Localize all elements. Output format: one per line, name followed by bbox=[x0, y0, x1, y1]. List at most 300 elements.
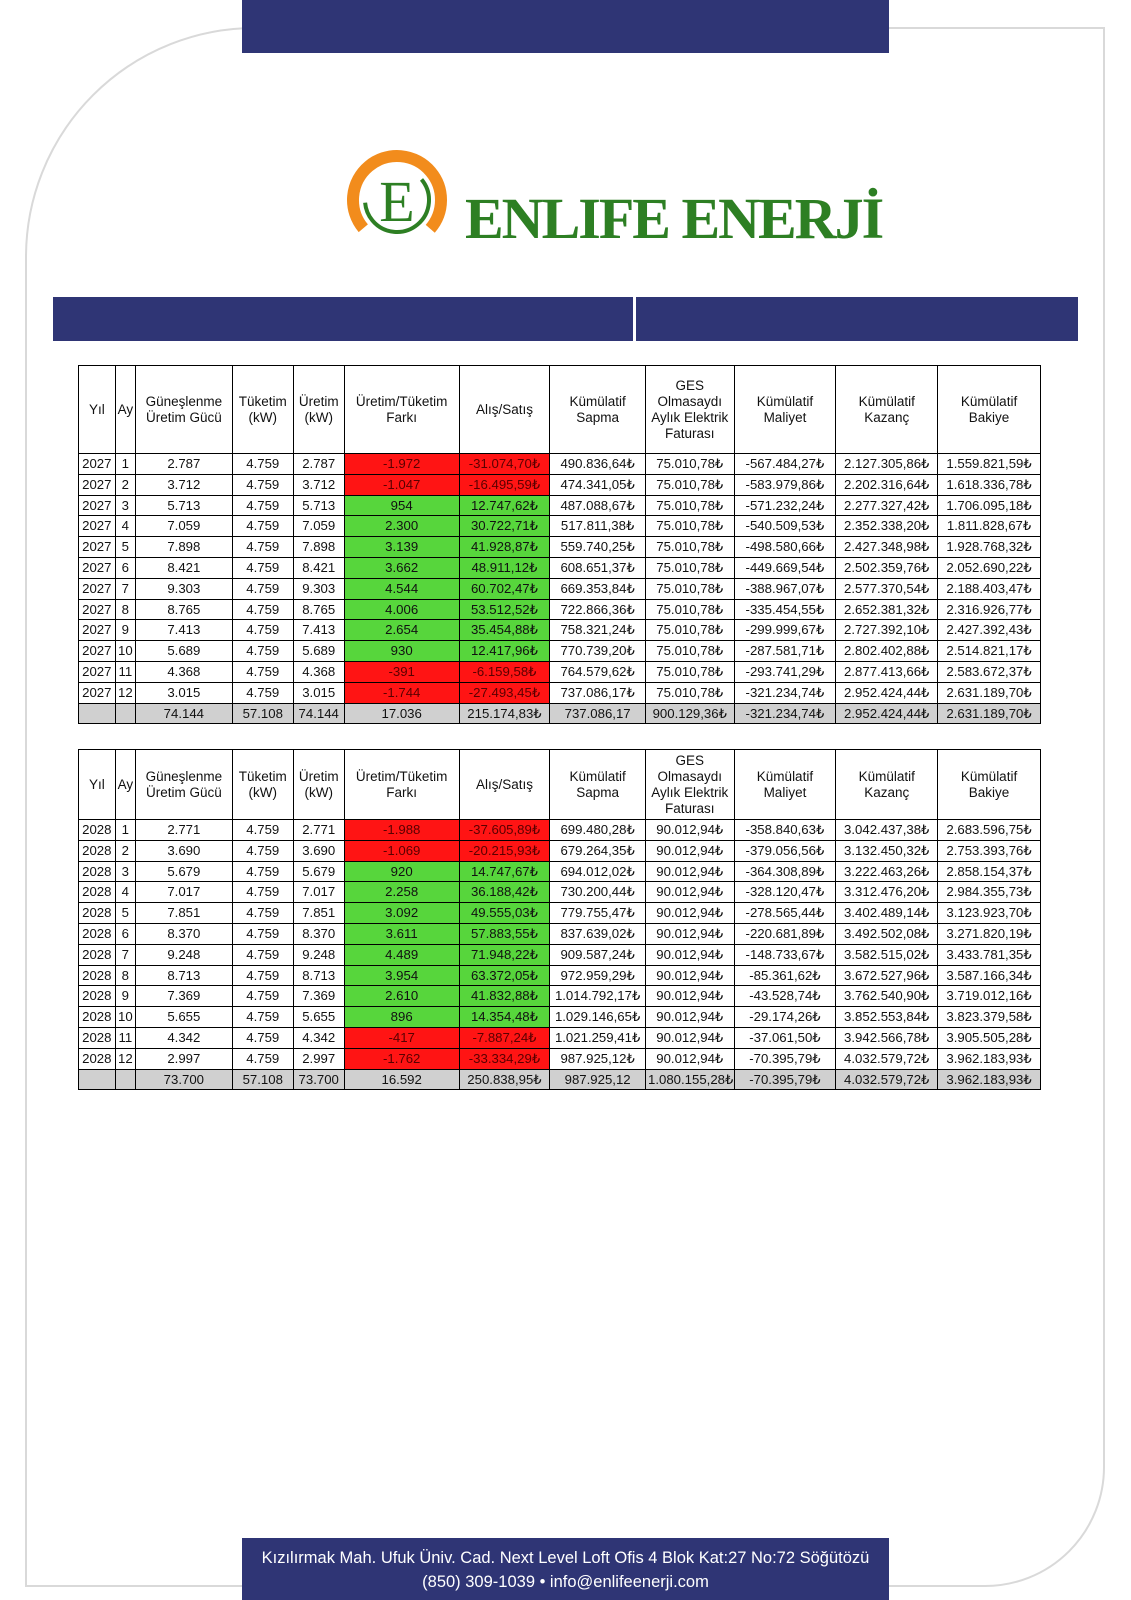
table-cell: 10 bbox=[115, 1007, 135, 1028]
col-ges: GES Olmasaydı Aylık Elektrik Faturası bbox=[645, 750, 734, 820]
table-cell: 41.832,88₺ bbox=[459, 986, 550, 1007]
table-cell: 909.587,24₺ bbox=[550, 944, 646, 965]
table-cell: 1.559.821,59₺ bbox=[938, 454, 1041, 475]
table-cell: 954 bbox=[344, 495, 459, 516]
table-cell: 3.222.463,26₺ bbox=[836, 861, 938, 882]
table-cell bbox=[79, 1069, 116, 1090]
table-cell: 2.258 bbox=[344, 882, 459, 903]
table-cell: 2.300 bbox=[344, 516, 459, 537]
table-cell: 9.303 bbox=[293, 578, 344, 599]
table-cell: 3.672.527,96₺ bbox=[836, 965, 938, 986]
table-cell: 49.555,03₺ bbox=[459, 903, 550, 924]
section-bar-right bbox=[636, 297, 1078, 341]
table-cell: 90.012,94₺ bbox=[645, 965, 734, 986]
table-cell: 7.059 bbox=[136, 516, 233, 537]
table-cell: 2 bbox=[115, 840, 135, 861]
table-cell: 2.997 bbox=[136, 1048, 233, 1069]
table-cell: 11 bbox=[115, 1027, 135, 1048]
table-cell: -379.056,56₺ bbox=[734, 840, 836, 861]
col-bakiye: Kümülatif Bakiye bbox=[938, 366, 1041, 454]
table-row bbox=[79, 840, 1041, 861]
table-cell: 7.898 bbox=[293, 537, 344, 558]
table-cell: 4.759 bbox=[232, 495, 293, 516]
table-cell: 7.898 bbox=[136, 537, 233, 558]
table-row bbox=[79, 944, 1041, 965]
table-cell: 35.454,88₺ bbox=[459, 620, 550, 641]
table-cell: 12 bbox=[115, 1048, 135, 1069]
table-row bbox=[79, 882, 1041, 903]
table-cell: 3.852.553,84₺ bbox=[836, 1007, 938, 1028]
table-row bbox=[79, 454, 1041, 475]
table-cell: 3.662 bbox=[344, 557, 459, 578]
table-cell: 90.012,94₺ bbox=[645, 944, 734, 965]
table-cell: 90.012,94₺ bbox=[645, 861, 734, 882]
table-cell: 3.582.515,02₺ bbox=[836, 944, 938, 965]
table-row bbox=[79, 903, 1041, 924]
table-cell: 4.759 bbox=[232, 557, 293, 578]
table-cell: 3.402.489,14₺ bbox=[836, 903, 938, 924]
table-cell: 41.928,87₺ bbox=[459, 537, 550, 558]
table-cell: 8.370 bbox=[136, 923, 233, 944]
col-maliyet: Kümülatif Maliyet bbox=[734, 366, 836, 454]
table-cell: 4.342 bbox=[293, 1027, 344, 1048]
table-cell: 2028 bbox=[79, 903, 116, 924]
table-cell: 2.316.926,77₺ bbox=[938, 599, 1041, 620]
table-cell: 3.719.012,16₺ bbox=[938, 986, 1041, 1007]
table-cell: 4.759 bbox=[232, 516, 293, 537]
table-cell: -1.988 bbox=[344, 820, 459, 841]
table-cell: 2.952.424,44₺ bbox=[836, 703, 938, 724]
col-fark: Üretim/Tüketim Farkı bbox=[344, 366, 459, 454]
table-cell: 4.759 bbox=[232, 641, 293, 662]
col-alis: Alış/Satış bbox=[459, 750, 550, 820]
table-cell: 90.012,94₺ bbox=[645, 840, 734, 861]
table-cell: 2027 bbox=[79, 474, 116, 495]
table-cell: 215.174,83₺ bbox=[459, 703, 550, 724]
table-2027 bbox=[78, 365, 1041, 724]
col-tuketim: Tüketim (kW) bbox=[232, 366, 293, 454]
table-row bbox=[79, 986, 1041, 1007]
table-cell: 14.354,48₺ bbox=[459, 1007, 550, 1028]
table-row bbox=[79, 537, 1041, 558]
table-cell: 2028 bbox=[79, 1027, 116, 1048]
footer-address: Kızılırmak Mah. Ufuk Üniv. Cad. Next Level Loft Ofis 4 Blok Kat:27 No:72 Söğütözü bbox=[261, 1549, 870, 1567]
company-logo bbox=[345, 145, 883, 260]
table-cell: 4.759 bbox=[232, 1048, 293, 1069]
table-cell: 987.925,12₺ bbox=[550, 1048, 646, 1069]
section-bar-left bbox=[53, 297, 633, 341]
table-cell: 1.080.155,28₺ bbox=[645, 1069, 734, 1090]
table-cell: 12.747,62₺ bbox=[459, 495, 550, 516]
table-cell: 2.652.381,32₺ bbox=[836, 599, 938, 620]
table-cell: 75.010,78₺ bbox=[645, 537, 734, 558]
table-cell: 4.759 bbox=[232, 1007, 293, 1028]
table-cell: 779.755,47₺ bbox=[550, 903, 646, 924]
table-cell: 3.762.540,90₺ bbox=[836, 986, 938, 1007]
table-cell: 90.012,94₺ bbox=[645, 923, 734, 944]
table-cell: 57.108 bbox=[232, 1069, 293, 1090]
table-cell: 517.811,38₺ bbox=[550, 516, 646, 537]
table-cell: 5.713 bbox=[136, 495, 233, 516]
table-row bbox=[79, 620, 1041, 641]
col-alis: Alış/Satış bbox=[459, 366, 550, 454]
table-cell: -85.361,62₺ bbox=[734, 965, 836, 986]
table-cell: 2.727.392,10₺ bbox=[836, 620, 938, 641]
table-cell: 1.029.146,65₺ bbox=[550, 1007, 646, 1028]
table-cell: 559.740,25₺ bbox=[550, 537, 646, 558]
col-ay: Ay bbox=[115, 750, 135, 820]
table-cell: 737.086,17₺ bbox=[550, 682, 646, 703]
col-uretim: Üretim (kW) bbox=[293, 366, 344, 454]
table-cell: -37.605,89₺ bbox=[459, 820, 550, 841]
table-cell: -571.232,24₺ bbox=[734, 495, 836, 516]
table-header-row bbox=[79, 366, 1041, 454]
table-cell: 8.765 bbox=[293, 599, 344, 620]
table-cell: 8.421 bbox=[293, 557, 344, 578]
table-cell: -287.581,71₺ bbox=[734, 641, 836, 662]
table-cell: 2027 bbox=[79, 557, 116, 578]
table-cell: -70.395,79₺ bbox=[734, 1069, 836, 1090]
table-cell: 3.587.166,34₺ bbox=[938, 965, 1041, 986]
table-cell: 2.577.370,54₺ bbox=[836, 578, 938, 599]
footer bbox=[242, 1538, 889, 1600]
table-row bbox=[79, 682, 1041, 703]
col-gunes: Güneşlenme Üretim Gücü bbox=[136, 366, 233, 454]
table-cell: 3.123.923,70₺ bbox=[938, 903, 1041, 924]
table-cell: 2027 bbox=[79, 537, 116, 558]
table-cell: -364.308,89₺ bbox=[734, 861, 836, 882]
table-cell: -391 bbox=[344, 661, 459, 682]
table-cell: 53.512,52₺ bbox=[459, 599, 550, 620]
table-cell: 90.012,94₺ bbox=[645, 1007, 734, 1028]
table-cell: 2.771 bbox=[293, 820, 344, 841]
table-cell: -20.215,93₺ bbox=[459, 840, 550, 861]
table-cell: 9.303 bbox=[136, 578, 233, 599]
table-cell: 669.353,84₺ bbox=[550, 578, 646, 599]
table-cell: 3.271.820,19₺ bbox=[938, 923, 1041, 944]
table-cell: -299.999,67₺ bbox=[734, 620, 836, 641]
table-cell: 764.579,62₺ bbox=[550, 661, 646, 682]
table-cell: 75.010,78₺ bbox=[645, 516, 734, 537]
table-cell: -321.234,74₺ bbox=[734, 703, 836, 724]
table-cell: 30.722,71₺ bbox=[459, 516, 550, 537]
table-row bbox=[79, 516, 1041, 537]
table-cell: 90.012,94₺ bbox=[645, 1048, 734, 1069]
table-cell: 737.086,17 bbox=[550, 703, 646, 724]
table-cell: 1.021.259,41₺ bbox=[550, 1027, 646, 1048]
table-cell: 2027 bbox=[79, 578, 116, 599]
table-cell: 930 bbox=[344, 641, 459, 662]
table-cell: 2.771 bbox=[136, 820, 233, 841]
table-cell: 679.264,35₺ bbox=[550, 840, 646, 861]
table-cell: 2.683.596,75₺ bbox=[938, 820, 1041, 841]
table-cell: 73.700 bbox=[293, 1069, 344, 1090]
col-maliyet: Kümülatif Maliyet bbox=[734, 750, 836, 820]
table-cell: 694.012,02₺ bbox=[550, 861, 646, 882]
table-header-row bbox=[79, 750, 1041, 820]
table-cell: 57.883,55₺ bbox=[459, 923, 550, 944]
table-cell: 987.925,12 bbox=[550, 1069, 646, 1090]
table-cell: 4.368 bbox=[136, 661, 233, 682]
table-cell: 2.127.305,86₺ bbox=[836, 454, 938, 475]
table-cell: 3.611 bbox=[344, 923, 459, 944]
table-cell: 1.618.336,78₺ bbox=[938, 474, 1041, 495]
table-row bbox=[79, 578, 1041, 599]
table-cell: 487.088,67₺ bbox=[550, 495, 646, 516]
table-cell: 2.188.403,47₺ bbox=[938, 578, 1041, 599]
table-cell: 2.427.348,98₺ bbox=[836, 537, 938, 558]
table-cell: 6 bbox=[115, 923, 135, 944]
table-cell: 16.592 bbox=[344, 1069, 459, 1090]
table-cell: 2.753.393,76₺ bbox=[938, 840, 1041, 861]
table-cell: 2027 bbox=[79, 495, 116, 516]
table-cell: 3.015 bbox=[136, 682, 233, 703]
table-cell: 7 bbox=[115, 944, 135, 965]
table-row bbox=[79, 1007, 1041, 1028]
table-cell: -388.967,07₺ bbox=[734, 578, 836, 599]
table-cell: 75.010,78₺ bbox=[645, 557, 734, 578]
table-cell: 7.851 bbox=[293, 903, 344, 924]
table-cell: 1.811.828,67₺ bbox=[938, 516, 1041, 537]
table-cell: -498.580,66₺ bbox=[734, 537, 836, 558]
table-cell: 3.823.379,58₺ bbox=[938, 1007, 1041, 1028]
col-fark: Üretim/Tüketim Farkı bbox=[344, 750, 459, 820]
table-cell: 2028 bbox=[79, 986, 116, 1007]
table-cell: 7.413 bbox=[136, 620, 233, 641]
table-cell bbox=[79, 703, 116, 724]
table-cell: 2028 bbox=[79, 1007, 116, 1028]
table-cell: 9 bbox=[115, 986, 135, 1007]
table-cell: 73.700 bbox=[136, 1069, 233, 1090]
table-cell: 722.866,36₺ bbox=[550, 599, 646, 620]
table-cell: -1.047 bbox=[344, 474, 459, 495]
table-cell: -37.061,50₺ bbox=[734, 1027, 836, 1048]
table-cell: 7.369 bbox=[136, 986, 233, 1007]
table-cell: 4.759 bbox=[232, 599, 293, 620]
table-cell: 2.277.327,42₺ bbox=[836, 495, 938, 516]
table-row bbox=[79, 495, 1041, 516]
table-cell: 2.984.355,73₺ bbox=[938, 882, 1041, 903]
table-cell: 7.059 bbox=[293, 516, 344, 537]
table-cell: -328.120,47₺ bbox=[734, 882, 836, 903]
table-cell: 8 bbox=[115, 599, 135, 620]
table-cell: -358.840,63₺ bbox=[734, 820, 836, 841]
table-cell: 4.342 bbox=[136, 1027, 233, 1048]
table-cell: 2027 bbox=[79, 454, 116, 475]
table-cell: -27.493,45₺ bbox=[459, 682, 550, 703]
table-cell: 4.368 bbox=[293, 661, 344, 682]
table-cell: 2.202.316,64₺ bbox=[836, 474, 938, 495]
table-cell: 5.713 bbox=[293, 495, 344, 516]
table-cell: 12 bbox=[115, 682, 135, 703]
table-cell: 699.480,28₺ bbox=[550, 820, 646, 841]
total-row bbox=[79, 1069, 1041, 1090]
table-cell: -417 bbox=[344, 1027, 459, 1048]
table-cell: 4.759 bbox=[232, 986, 293, 1007]
table-cell: 2 bbox=[115, 474, 135, 495]
table-cell: 3.962.183,93₺ bbox=[938, 1048, 1041, 1069]
table-cell: 250.838,95₺ bbox=[459, 1069, 550, 1090]
table-cell: 11 bbox=[115, 661, 135, 682]
table-cell: 4.759 bbox=[232, 454, 293, 475]
table-cell: 4.759 bbox=[232, 537, 293, 558]
table-row bbox=[79, 1048, 1041, 1069]
table-cell: 837.639,02₺ bbox=[550, 923, 646, 944]
logo-initial: E bbox=[379, 169, 415, 234]
table-cell: 2027 bbox=[79, 620, 116, 641]
table-cell: 2.610 bbox=[344, 986, 459, 1007]
col-gunes: Güneşlenme Üretim Gücü bbox=[136, 750, 233, 820]
table-cell: 90.012,94₺ bbox=[645, 986, 734, 1007]
table-cell: 2.631.189,70₺ bbox=[938, 682, 1041, 703]
table-cell: 9 bbox=[115, 620, 135, 641]
table-row bbox=[79, 557, 1041, 578]
table-cell: -449.669,54₺ bbox=[734, 557, 836, 578]
table-cell bbox=[115, 1069, 135, 1090]
col-bakiye: Kümülatif Bakiye bbox=[938, 750, 1041, 820]
table-cell: 3.139 bbox=[344, 537, 459, 558]
table-cell: -220.681,89₺ bbox=[734, 923, 836, 944]
table-cell: 75.010,78₺ bbox=[645, 599, 734, 620]
table-cell: 2027 bbox=[79, 599, 116, 620]
table-cell: 4.759 bbox=[232, 965, 293, 986]
table-cell: 3.942.566,78₺ bbox=[836, 1027, 938, 1048]
table-cell: 2.427.392,43₺ bbox=[938, 620, 1041, 641]
table-cell: 2028 bbox=[79, 861, 116, 882]
table-cell: 4.759 bbox=[232, 1027, 293, 1048]
table-cell: -1.762 bbox=[344, 1048, 459, 1069]
table-cell: 12.417,96₺ bbox=[459, 641, 550, 662]
table-cell: -43.528,74₺ bbox=[734, 986, 836, 1007]
col-ges: GES Olmasaydı Aylık Elektrik Faturası bbox=[645, 366, 734, 454]
table-2028 bbox=[78, 749, 1041, 1090]
top-banner bbox=[242, 0, 889, 53]
table-cell: 3 bbox=[115, 861, 135, 882]
table-cell: 2.514.821,17₺ bbox=[938, 641, 1041, 662]
table-cell: 3.312.476,20₺ bbox=[836, 882, 938, 903]
col-kazanc: Kümülatif Kazanç bbox=[836, 750, 938, 820]
table-cell: 4.759 bbox=[232, 578, 293, 599]
table-cell: 4.759 bbox=[232, 840, 293, 861]
table-cell: -321.234,74₺ bbox=[734, 682, 836, 703]
table-cell: 758.321,24₺ bbox=[550, 620, 646, 641]
table-cell: 6 bbox=[115, 557, 135, 578]
table-cell: -148.733,67₺ bbox=[734, 944, 836, 965]
table-cell: 896 bbox=[344, 1007, 459, 1028]
table-cell: 4.544 bbox=[344, 578, 459, 599]
table-cell: 3.690 bbox=[293, 840, 344, 861]
logo-emblem-icon bbox=[345, 145, 465, 260]
table-cell: 8.370 bbox=[293, 923, 344, 944]
table-cell: 14.747,67₺ bbox=[459, 861, 550, 882]
table-cell: -540.509,53₺ bbox=[734, 516, 836, 537]
table-cell: 2028 bbox=[79, 965, 116, 986]
table-cell: 4.759 bbox=[232, 903, 293, 924]
table-row bbox=[79, 820, 1041, 841]
table-cell: 2028 bbox=[79, 1048, 116, 1069]
table-cell: -7.887,24₺ bbox=[459, 1027, 550, 1048]
table-cell: 5 bbox=[115, 537, 135, 558]
table-row bbox=[79, 923, 1041, 944]
table-cell: -278.565,44₺ bbox=[734, 903, 836, 924]
total-row bbox=[79, 703, 1041, 724]
table-cell: 4.759 bbox=[232, 820, 293, 841]
table-cell: 4.759 bbox=[232, 923, 293, 944]
table-cell: 3.132.450,32₺ bbox=[836, 840, 938, 861]
table-cell: -6.159,58₺ bbox=[459, 661, 550, 682]
table-cell: 5.679 bbox=[293, 861, 344, 882]
table-cell: 4 bbox=[115, 882, 135, 903]
table-cell: -1.069 bbox=[344, 840, 459, 861]
table-cell: 4.759 bbox=[232, 474, 293, 495]
table-cell: 75.010,78₺ bbox=[645, 620, 734, 641]
table-cell: 10 bbox=[115, 641, 135, 662]
table-cell: 2.631.189,70₺ bbox=[938, 703, 1041, 724]
table-cell: 1.014.792,17₺ bbox=[550, 986, 646, 1007]
table-cell: 3.905.505,28₺ bbox=[938, 1027, 1041, 1048]
table-row bbox=[79, 661, 1041, 682]
table-cell: 4.032.579,72₺ bbox=[836, 1069, 938, 1090]
table-cell: 2.352.338,20₺ bbox=[836, 516, 938, 537]
table-cell: 57.108 bbox=[232, 703, 293, 724]
table-cell: 7.413 bbox=[293, 620, 344, 641]
table-cell: 8.765 bbox=[136, 599, 233, 620]
table-cell: 2.952.424,44₺ bbox=[836, 682, 938, 703]
table-row bbox=[79, 965, 1041, 986]
table-cell: 2.802.402,88₺ bbox=[836, 641, 938, 662]
table-cell: 4.006 bbox=[344, 599, 459, 620]
table-cell: 4.759 bbox=[232, 620, 293, 641]
table-cell: 8.713 bbox=[293, 965, 344, 986]
table-cell: 90.012,94₺ bbox=[645, 820, 734, 841]
table-cell: 4.759 bbox=[232, 661, 293, 682]
table-cell: 2028 bbox=[79, 820, 116, 841]
table-cell: 8 bbox=[115, 965, 135, 986]
table-cell: 2.502.359,76₺ bbox=[836, 557, 938, 578]
table-cell: 2027 bbox=[79, 661, 116, 682]
table-cell: 5.655 bbox=[293, 1007, 344, 1028]
table-cell: 90.012,94₺ bbox=[645, 882, 734, 903]
table-cell: 75.010,78₺ bbox=[645, 474, 734, 495]
table-cell: 5.689 bbox=[293, 641, 344, 662]
table-cell: 1 bbox=[115, 820, 135, 841]
table-cell: -16.495,59₺ bbox=[459, 474, 550, 495]
table-cell: 75.010,78₺ bbox=[645, 454, 734, 475]
table-cell: -335.454,55₺ bbox=[734, 599, 836, 620]
table-cell: 4.032.579,72₺ bbox=[836, 1048, 938, 1069]
table-cell: 8.421 bbox=[136, 557, 233, 578]
table-cell: 3.015 bbox=[293, 682, 344, 703]
table-cell: 2.787 bbox=[136, 454, 233, 475]
col-sapma: Kümülatif Sapma bbox=[550, 750, 646, 820]
table-cell: 2.858.154,37₺ bbox=[938, 861, 1041, 882]
table-cell: 3.690 bbox=[136, 840, 233, 861]
table-cell: 74.144 bbox=[136, 703, 233, 724]
table-cell: 75.010,78₺ bbox=[645, 682, 734, 703]
table-cell: 2027 bbox=[79, 516, 116, 537]
table-cell: 2028 bbox=[79, 840, 116, 861]
table-cell: 972.959,29₺ bbox=[550, 965, 646, 986]
table-cell: 3.712 bbox=[136, 474, 233, 495]
table-cell: -1.744 bbox=[344, 682, 459, 703]
table-cell: 5 bbox=[115, 903, 135, 924]
table-cell: 2.583.672,37₺ bbox=[938, 661, 1041, 682]
table-cell: 2028 bbox=[79, 923, 116, 944]
table-cell: 900.129,36₺ bbox=[645, 703, 734, 724]
table-row bbox=[79, 861, 1041, 882]
table-cell: 2.787 bbox=[293, 454, 344, 475]
table-cell bbox=[115, 703, 135, 724]
